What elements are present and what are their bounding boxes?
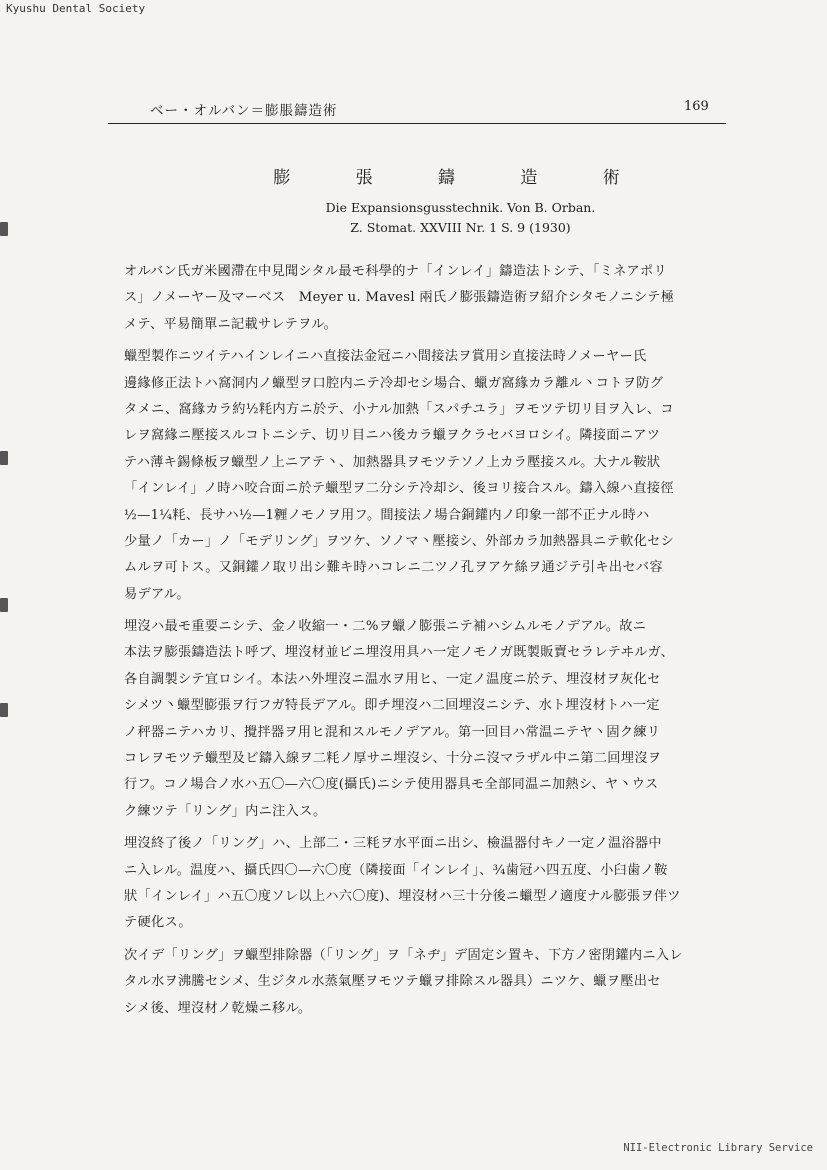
margin-mark (0, 598, 8, 612)
body-line: 埋沒ハ最モ重要ニシテ、金ノ收縮一・二%ヲ蠟ノ膨張ニテ補ハシムルモノデアル。故ニ (124, 619, 647, 635)
body-line: 本法ヲ膨張鑄造法ト呼ブ、埋沒材並ビニ埋沒用具ハ一定ノモノガ既製販賣セラレテヰルガ、 (124, 645, 675, 661)
body-line: 狀「インレイ」ハ五〇度ソレ以上ハ六〇度)、埋沒材ハ三十分後ニ蠟型ノ適度ナル膨張ヲ伴ツ (124, 888, 681, 904)
body-line: ムルヲ可トス。又銅鑵ノ取リ出シ難キ時ハコレニ二ツノ孔ヲアケ絲ヲ通ジテ引キ出セバ容 (124, 560, 663, 576)
body-line: ノ秤器ニテハカリ、攪拌器ヲ用ヒ混和スルモノデアル。第一回目ハ常温ニテヤ丶固ク練リ (124, 724, 661, 740)
body-line: 埋沒終了後ノ「リング」ハ、上部二・三粍ヲ水平面ニ出シ、檢温器付キノ一定ノ温浴器中 (124, 836, 662, 852)
body-line: メテ、平易簡單ニ記載サレテヲル。 (124, 316, 338, 332)
body-line: ス」ノメーヤー及マーベス Meyer u. Mavesl 兩氏ノ膨張鑄造術ヲ紹介シタモノニシテ極 (124, 290, 675, 306)
body-line: レヲ窩緣ニ壓接スルコトニシテ、切リ目ニハ後カラ蠟ヲクラセバヨロシイ。隣接面ニアツ (124, 428, 661, 444)
body-line: 蠟型製作ニツイテハインレイニハ直接法金冠ニハ間接法ヲ賞用シ直接法時ノメーヤー氏 (124, 349, 647, 365)
body-line: シメ後、埋沒材ノ乾燥ニ移ル。 (124, 1000, 312, 1016)
article-subtitle: Die Expansionsgusstechnik. Von B. Orban. (325, 200, 596, 215)
article-title: 膨 張 鑄 造 術 (273, 168, 650, 188)
body-line: コレヲモツテ蠟型及ビ鑄入線ヲ二粍ノ厚サニ埋沒シ、十分ニ沒マラザル中ニ第二回埋沒ヲ (124, 751, 662, 767)
article-body (124, 259, 720, 1022)
body-line: 各自調製シテ宜ロシイ。本法ハ外埋沒ニ温水ヲ用ヒ、一定ノ温度ニ於テ、埋沒材ヲ灰化セ (124, 671, 661, 687)
body-line: 邊緣修正法トハ窩洞内ノ蠟型ヲ口腔内ニテ冷却セシ場合、蠟ガ窩緣カラ離ル丶コトヲ防グ (124, 375, 664, 391)
body-line: 次イデ「リング」ヲ蠟型排除器（「リング」ヲ「ネヂ」デ固定シ置キ、下方ノ密閉鑵内ニ入レ (124, 947, 683, 963)
body-line: シメツ丶蠟型膨張ヲ行フガ特長デアル。即チ埋沒ハ二回埋沒ニシテ、水ト埋沒材トハ一定 (124, 698, 660, 714)
body-line: 少量ノ「カー」ノ「モデリング」ヲツケ、ソノマ丶壓接シ、外部カラ加熱器具ニテ軟化セシ (124, 533, 675, 549)
body-line: テ硬化ス。 (124, 915, 192, 931)
footer-source: NII-Electronic Library Service (623, 1142, 813, 1154)
body-line: 行フ。コノ場合ノ水ハ五〇—六〇度(攝氏)ニシテ使用器具モ全部同温ニ加熱シ、ヤ丶ウス (124, 777, 659, 793)
body-line: ク練ツテ「リング」内ニ注入ス。 (124, 803, 327, 819)
page-number: 169 (684, 99, 709, 114)
body-line: 「インレイ」ノ時ハ咬合面ニ於テ蠟型ヲ二分シテ冷却シ、後ヨリ接合スル。鑄入線ハ直接徑 (124, 481, 674, 497)
body-line: タメニ、窩緣カラ約½粍内方ニ於テ、小ナル加熱「スパチユラ」ヲモツテ切リ目ヲ入レ、コ (124, 401, 674, 417)
society-label: Kyushu Dental Society (6, 2, 146, 15)
body-line: ニ入レル。温度ハ、攝氏四〇—六〇度（隣接面「インレイ」、¾歯冠ハ四五度、小臼歯ノ鞍 (124, 862, 668, 878)
margin-mark (0, 703, 8, 717)
article-citation: Z. Stomat. XXVIII Nr. 1 S. 9 (1930) (350, 220, 571, 235)
margin-mark (0, 451, 8, 465)
running-head: ベー・オルバン＝膨脹鑄造術 (150, 103, 338, 119)
body-line: ½—1¼粍、長サハ½—1糎ノモノヲ用フ。間接法ノ場合銅鑵内ノ印象一部不正ナル時ハ (124, 507, 650, 523)
body-line: タル水ヲ沸騰セシメ、生ジタル水蒸氣壓ヲモツテ蠟ヲ排除スル器具）ニツケ、蠟ヲ壓出セ (124, 974, 661, 990)
body-line: テハ薄キ錫條板ヲ蠟型ノ上ニアテ丶、加熱器具ヲモツテソノ上カラ壓接スル。大ナル鞍狀 (124, 454, 661, 470)
header-rule (108, 123, 726, 124)
body-line: オルバン氏ガ米國滯在中見聞シタル最モ科學的ナ「インレイ」鑄造法トシテ、「ミネアポリ (124, 264, 668, 279)
body-line: 易デアル。 (124, 586, 190, 602)
margin-mark (0, 222, 8, 236)
